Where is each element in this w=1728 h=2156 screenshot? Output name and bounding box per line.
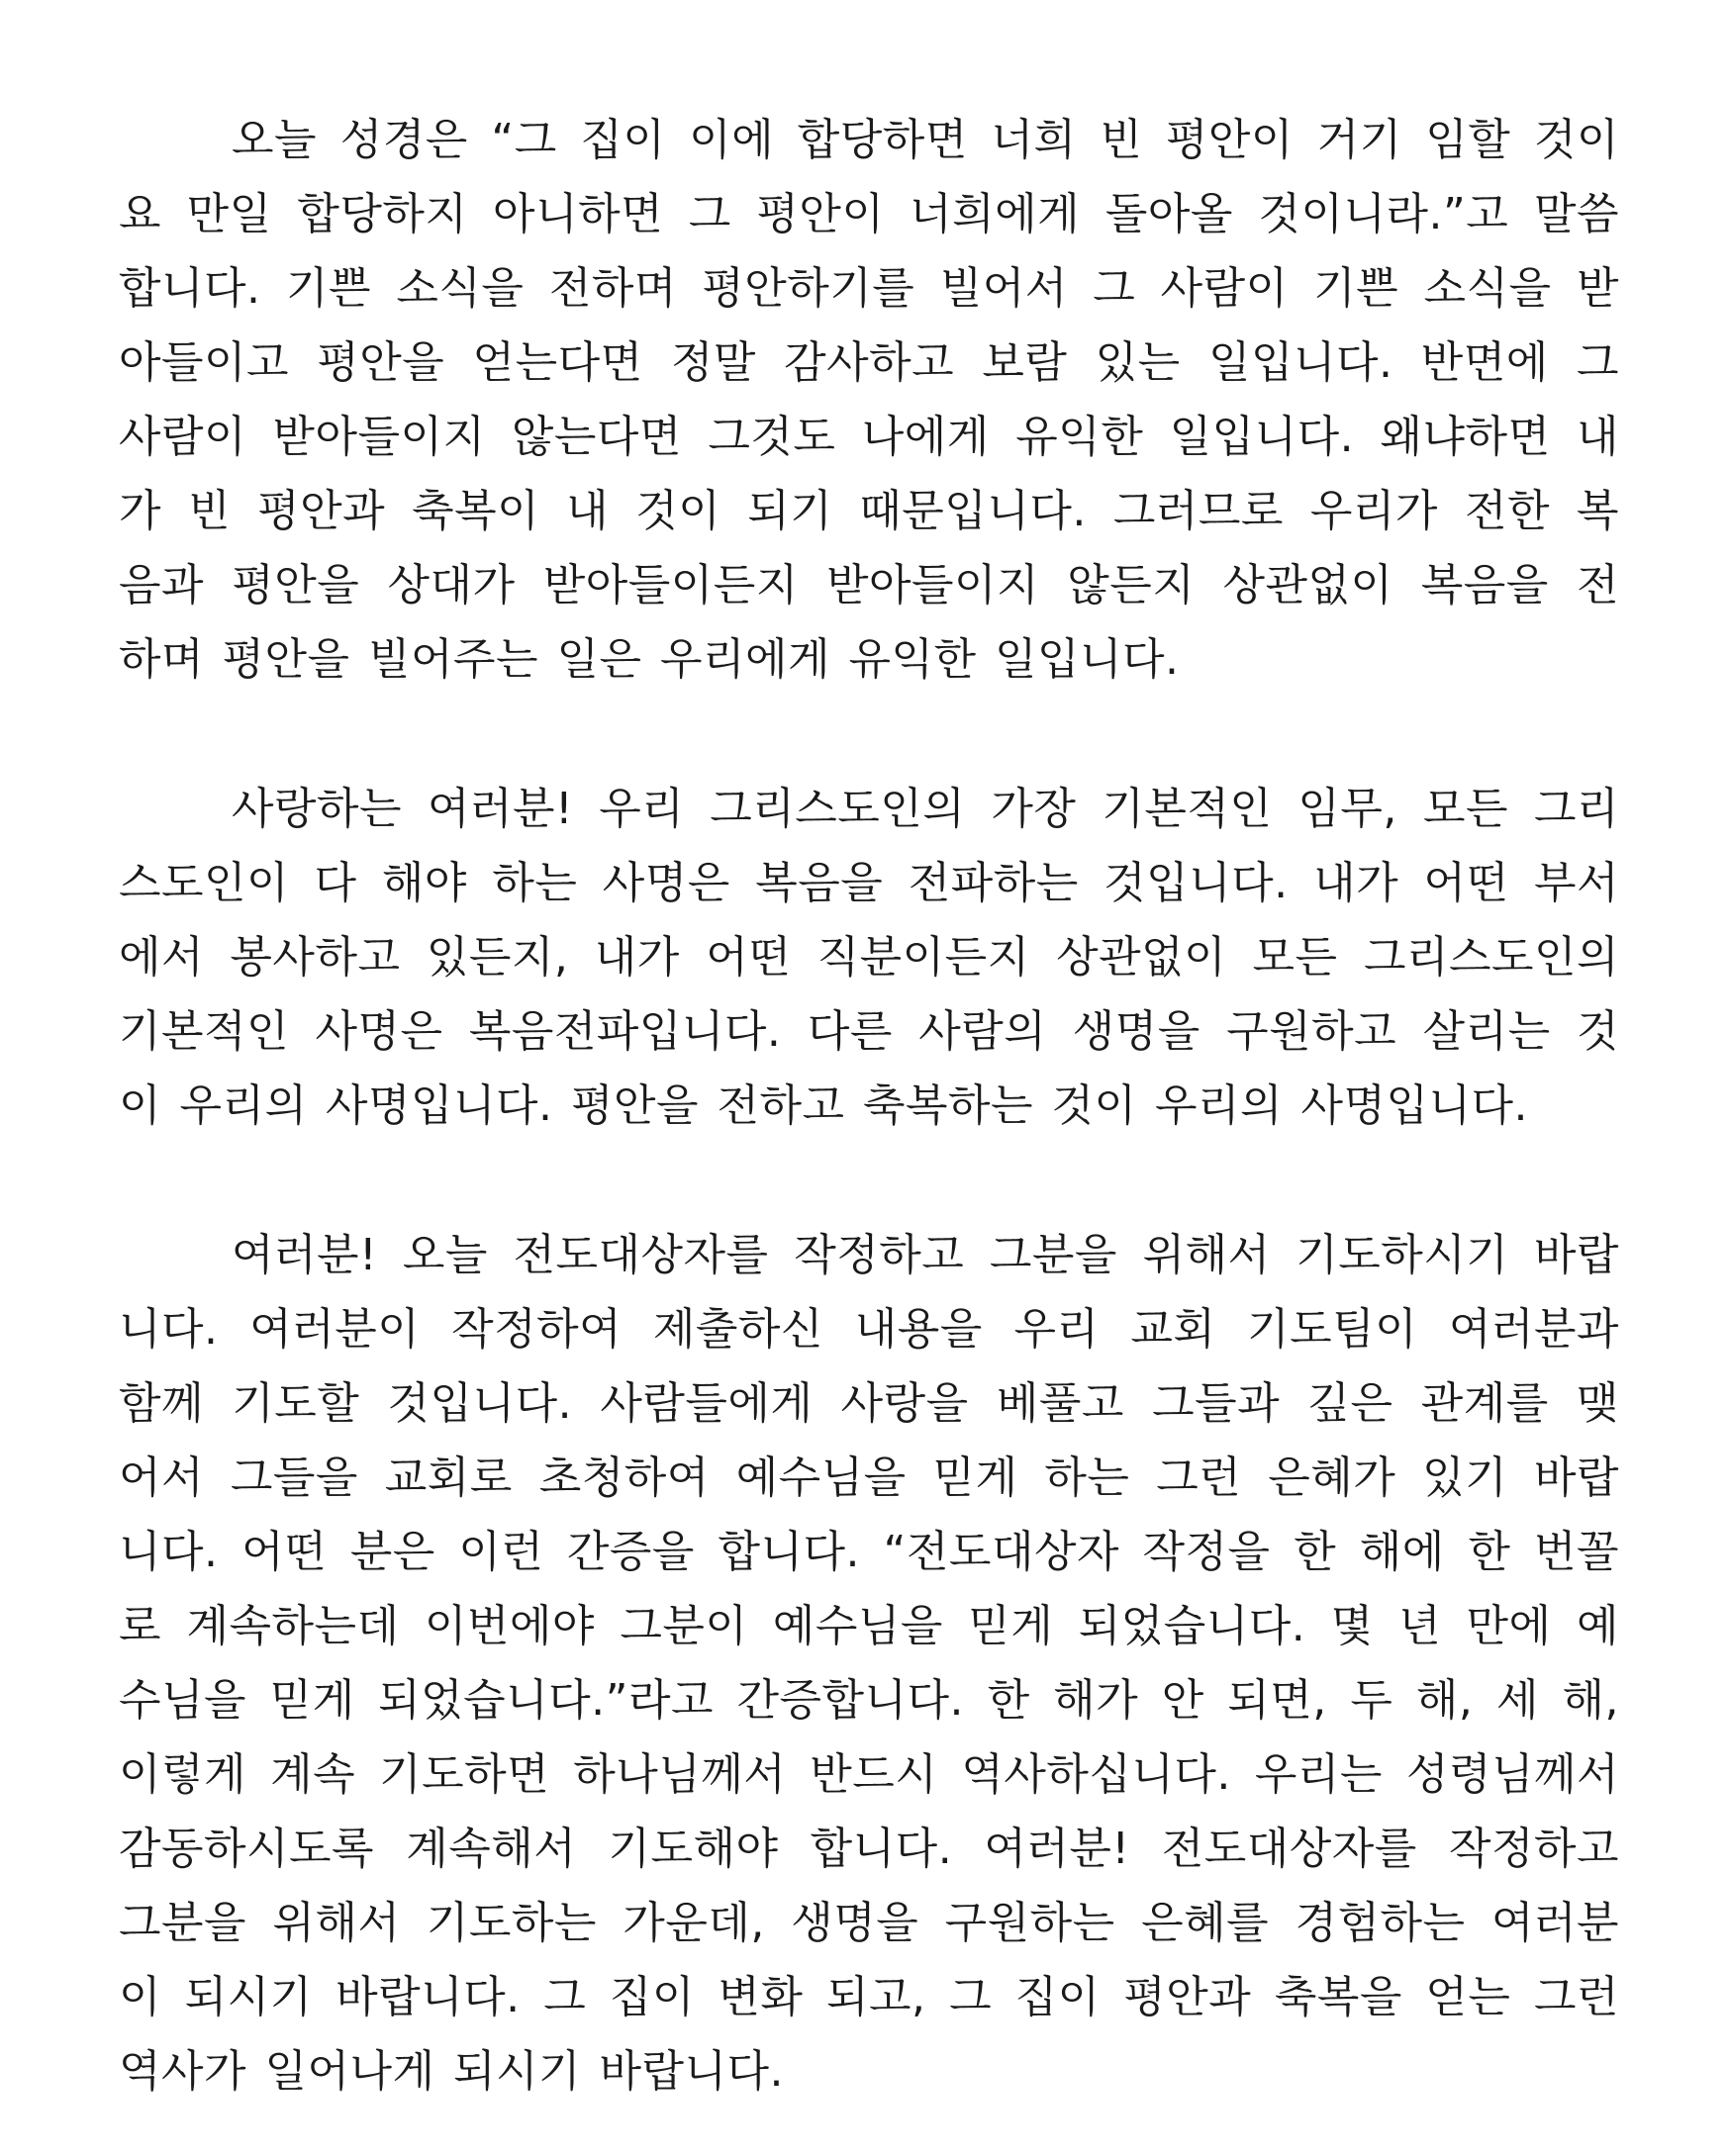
- text-line: 아들이고 평안을 얻는다면 정말 감사하고 보람 있는 일입니다. 반면에 그: [119, 337, 1619, 388]
- text-line: 스도인이 다 해야 하는 사명은 복음을 전파하는 것입니다. 내가 어떤 부서: [119, 858, 1619, 908]
- text-line: 니다. 어떤 분은 이런 간증을 합니다. “전도대상자 작정을 한 해에 한 번꼴: [119, 1527, 1619, 1577]
- text-line: 음과 평안을 상대가 받아들이든지 받아들이지 않든지 상관없이 복음을 전: [119, 560, 1619, 610]
- text-line: 수님을 믿게 되었습니다.”라고 간증합니다. 한 해가 안 되면, 두 해, 세 해,: [119, 1675, 1619, 1726]
- paragraph-1: [119, 103, 1619, 697]
- text-line: 합니다. 기쁜 소식을 전하며 평안하기를 빌어서 그 사람이 기쁜 소식을 받: [119, 263, 1619, 314]
- text-line: 여러분! 오늘 전도대상자를 작정하고 그분을 위해서 기도하시기 바랍: [232, 1230, 1619, 1280]
- text-line: 이렇게 계속 기도하면 하나님께서 반드시 역사하십니다. 우리는 성령님께서: [119, 1749, 1619, 1800]
- text-line: 어서 그들을 교회로 초청하여 예수님을 믿게 하는 그런 은혜가 있기 바랍: [119, 1453, 1619, 1503]
- text-line: 오늘 성경은 “그 집이 이에 합당하면 너희 빈 평안이 거기 임할 것이: [232, 115, 1619, 165]
- paragraph-3: [119, 1218, 1619, 2109]
- paragraph-gap: [119, 1143, 1619, 1218]
- text-line: 감동하시도록 계속해서 기도해야 합니다. 여러분! 전도대상자를 작정하고: [119, 1824, 1619, 1874]
- text-line: 에서 봉사하고 있든지, 내가 어떤 직분이든지 상관없이 모든 그리스도인의: [119, 932, 1619, 983]
- text-line: 기본적인 사명은 복음전파입니다. 다른 사람의 생명을 구원하고 살리는 것: [119, 1006, 1619, 1057]
- text-line: 요 만일 합당하지 아니하면 그 평안이 너희에게 돌아올 것이니라.”고 말씀: [119, 189, 1619, 239]
- text-line: 하며 평안을 빌어주는 일은 우리에게 유익한 일입니다.: [119, 634, 1180, 685]
- text-line: 사람이 받아들이지 않는다면 그것도 나에게 유익한 일입니다. 왜냐하면 내: [119, 412, 1619, 462]
- text-line: 이 되시기 바랍니다. 그 집이 변화 되고, 그 집이 평안과 축복을 얻는 그런: [119, 1972, 1619, 2022]
- text-line: 사랑하는 여러분! 우리 그리스도인의 가장 기본적인 임무, 모든 그리: [232, 784, 1619, 834]
- text-line: 니다. 여러분이 작정하여 제출하신 내용을 우리 교회 기도팀이 여러분과: [119, 1304, 1619, 1355]
- paragraph-gap: [119, 697, 1619, 772]
- text-line: 이 우리의 사명입니다. 평안을 전하고 축복하는 것이 우리의 사명입니다.: [119, 1080, 1528, 1131]
- text-line: 가 빈 평안과 축복이 내 것이 되기 때문입니다. 그러므로 우리가 전한 복: [119, 486, 1619, 536]
- text-line: 로 계속하는데 이번에야 그분이 예수님을 믿게 되었습니다. 몇 년 만에 예: [119, 1601, 1619, 1651]
- text-line: 함께 기도할 것입니다. 사람들에게 사랑을 베풀고 그들과 깊은 관계를 맺: [119, 1378, 1619, 1429]
- text-line: 그분을 위해서 기도하는 가운데, 생명을 구원하는 은혜를 경험하는 여러분: [119, 1898, 1619, 1948]
- paragraph-2: [119, 772, 1619, 1143]
- text-line: 역사가 일어나게 되시기 바랍니다.: [119, 2046, 784, 2097]
